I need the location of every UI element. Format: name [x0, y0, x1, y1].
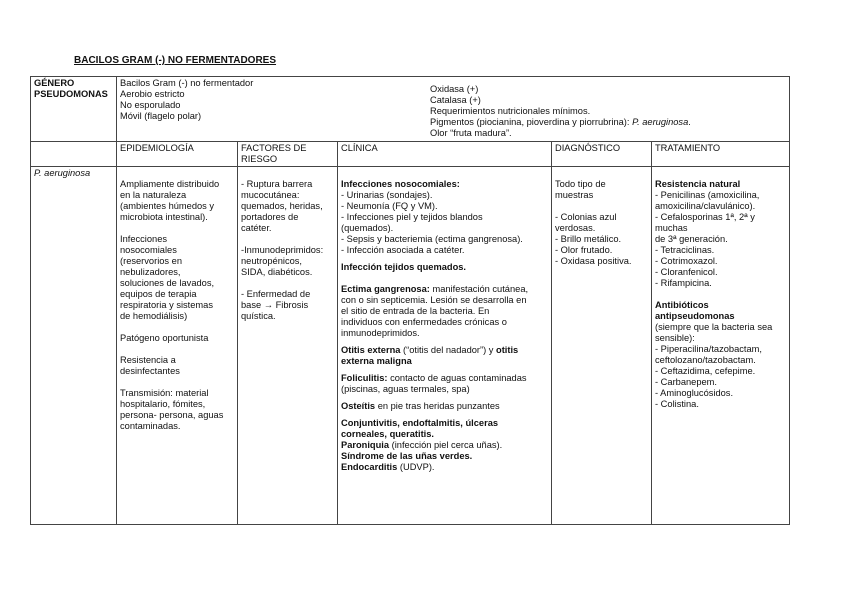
treat-line: - Rifampicina.	[655, 278, 712, 288]
clinic-line: inmunodeprimidos.	[341, 328, 420, 338]
clinic-otitis	[341, 345, 548, 356]
pigments-line	[430, 117, 691, 128]
paroniquia-text: (infección piel cerca uñas).	[389, 440, 503, 450]
genus-prop: No esporulado	[120, 100, 181, 110]
clinic-conjunctivitis-2: corneales, queratitis.	[341, 429, 435, 439]
header-clinic: CLÍNICA	[338, 142, 552, 167]
clinic-burn-title: Infección tejidos quemados.	[341, 262, 467, 272]
epi-line: Resistencia a	[120, 355, 176, 365]
genus-prop: Requerimientos nutricionales mínimos.	[430, 106, 591, 116]
genus-row	[31, 77, 790, 142]
clinic-green-nail: Síndrome de las uñas verdes.	[341, 451, 473, 461]
epi-line: Infecciones	[120, 234, 168, 244]
treat-line: (siempre que la bacteria sea	[655, 322, 773, 332]
pigments-prefix: Pigmentos (piocianina, pioverdina y piorrubrina):	[430, 117, 633, 127]
treat-line: - Ceftazidima, cefepime.	[655, 366, 756, 376]
treat-line: - Cefalosporinas 1ª, 2ª y muchas	[655, 212, 755, 233]
osteitis-text: en pie tras heridas punzantes	[375, 401, 500, 411]
risk-line: neutropénicos,	[241, 256, 302, 266]
treatment-antipseudomonas-title: Antibióticos antipseudomonas	[655, 300, 735, 321]
diag-line: - Brillo metálico.	[555, 234, 622, 244]
risk-line: quística.	[241, 311, 276, 321]
header-risk-factors: FACTORES DE RIESGO	[238, 142, 338, 167]
treat-line: - Colistina.	[655, 399, 699, 409]
risk-line: -Inmunodeprimidos:	[241, 245, 324, 255]
epi-line: hospitalario, fómites,	[120, 399, 206, 409]
treat-line: de 3ª generación.	[655, 234, 728, 244]
genus-odor: Olor “fruta madura”.	[430, 128, 512, 138]
clinic-foliculitis	[341, 373, 548, 384]
epi-line: desinfectantes	[120, 366, 180, 376]
otitis-title-2: otitis	[496, 345, 519, 355]
header-row	[31, 142, 790, 167]
risk-line: - Ruptura barrera	[241, 179, 313, 189]
clinic-endocarditis	[341, 462, 548, 473]
clinic-osteitis	[341, 401, 548, 412]
endocarditis-title: Endocarditis	[341, 462, 398, 472]
clinic-conjunctivitis: Conjuntivitis, endoftalmitis, úlceras	[341, 418, 499, 428]
foliculitis-text: contacto de aguas contaminadas	[387, 373, 527, 383]
treatment-cell	[652, 167, 790, 525]
epi-line: microbiota intestinal).	[120, 212, 208, 222]
header-epidemiology: EPIDEMIOLOGÍA	[117, 142, 238, 167]
epidemiology-cell	[117, 167, 238, 525]
diag-line: Todo tipo de	[555, 179, 606, 189]
treat-line: amoxicilina/clavulánico).	[655, 201, 756, 211]
header-empty-cell	[31, 142, 117, 167]
genus-prop: Bacilos Gram (-) no fermentador	[120, 78, 254, 88]
clinic-ectima	[341, 284, 548, 295]
risk-line: SIDA, diabéticos.	[241, 267, 313, 277]
genus-properties-right	[430, 78, 691, 139]
clinic-line: - Sepsis y bacteriemia (ectima gangrenosa).	[341, 234, 523, 244]
epi-line: respiratoria y sistemas	[120, 300, 213, 310]
diag-line: - Oxidasa positiva.	[555, 256, 632, 266]
pigments-species: P. aeruginosa	[632, 117, 689, 127]
epi-line: Ampliamente distribuido	[120, 179, 220, 189]
diagnosis-cell	[552, 167, 652, 525]
ectima-text: manifestación cutánea,	[429, 284, 529, 294]
epi-line: contaminadas.	[120, 421, 181, 431]
treat-line: - Piperacilina/tazobactam,	[655, 344, 762, 354]
clinic-line: (quemados).	[341, 223, 394, 233]
clinic-line: - Infección asociada a catéter.	[341, 245, 465, 255]
risk-line: quemados, heridas,	[241, 201, 323, 211]
diag-line: muestras	[555, 190, 594, 200]
treat-line: - Cotrimoxazol.	[655, 256, 718, 266]
epi-line: nebulizadores,	[120, 267, 181, 277]
diag-line: - Olor frutado.	[555, 245, 613, 255]
clinic-line: el sitio de entrada de la bacteria. En	[341, 306, 490, 316]
species-name: P. aeruginosa	[31, 167, 117, 525]
ectima-title: Ectima gangrenosa:	[341, 284, 430, 294]
clinic-line: (piscinas, aguas termales, spa)	[341, 384, 470, 394]
treat-line: - Tetraciclinas.	[655, 245, 715, 255]
risk-line: base → Fibrosis	[241, 300, 309, 310]
diag-line: - Colonias azul	[555, 212, 617, 222]
risk-line: catéter.	[241, 223, 272, 233]
epi-line: Transmisión: material	[120, 388, 209, 398]
risk-line: mucocutánea:	[241, 190, 300, 200]
document-title: BACILOS GRAM (-) NO FERMENTADORES	[74, 55, 277, 66]
genus-prop: Oxidasa (+)	[430, 84, 479, 94]
pigments-suffix: .	[688, 117, 691, 127]
endocarditis-text: (UDVP).	[397, 462, 435, 472]
diag-line: verdosas.	[555, 223, 596, 233]
epi-line: nosocomiales	[120, 245, 177, 255]
clinic-line: - Neumonía (FQ y VM).	[341, 201, 438, 211]
epi-line: (ambientes húmedos y	[120, 201, 215, 211]
epi-line: persona- persona, aguas	[120, 410, 224, 420]
genus-properties-left	[120, 78, 430, 139]
treat-line: - Cloranfenicol.	[655, 267, 718, 277]
otitis-malignant: externa maligna	[341, 356, 412, 366]
bacteria-table	[30, 76, 790, 525]
clinic-line: individuos con enfermedades crónicas o	[341, 317, 507, 327]
genus-label: GÉNERO	[34, 78, 75, 88]
epi-line: en la naturaleza	[120, 190, 187, 200]
genus-label-cell	[31, 77, 117, 142]
treat-line: sensible):	[655, 333, 695, 343]
header-diagnosis: DIAGNÓSTICO	[552, 142, 652, 167]
species-row	[31, 167, 790, 525]
clinic-line: - Infecciones piel y tejidos blandos	[341, 212, 483, 222]
genus-prop: Catalasa (+)	[430, 95, 481, 105]
risk-factors-cell	[238, 167, 338, 525]
clinic-line: con o sin septicemia. Lesión se desarrolla en	[341, 295, 527, 305]
epi-line: equipos de terapia	[120, 289, 197, 299]
epi-line: Patógeno oportunista	[120, 333, 209, 343]
header-treatment: TRATAMIENTO	[652, 142, 790, 167]
genus-prop: Móvil (flagelo polar)	[120, 111, 202, 121]
epi-line: de hemodiálisis)	[120, 311, 188, 321]
osteitis-title: Osteítis	[341, 401, 376, 411]
clinic-cell	[338, 167, 552, 525]
paroniquia-title: Paroniquia	[341, 440, 390, 450]
otitis-text: (“otitis del nadador”) y	[400, 345, 497, 355]
clinic-nosocomial-title: Infecciones nosocomiales:	[341, 179, 460, 189]
genus-properties-cell	[117, 77, 790, 142]
foliculitis-title: Foliculitis:	[341, 373, 388, 383]
epi-line: (reservorios en	[120, 256, 183, 266]
genus-name: PSEUDOMONAS	[34, 89, 108, 99]
otitis-title: Otitis externa	[341, 345, 401, 355]
clinic-paroniquia	[341, 440, 548, 451]
treat-line: - Penicilinas (amoxicilina,	[655, 190, 760, 200]
epi-line: soluciones de lavados,	[120, 278, 215, 288]
clinic-line: - Urinarias (sondajes).	[341, 190, 433, 200]
genus-prop: Aerobio estricto	[120, 89, 185, 99]
risk-line: portadores de	[241, 212, 299, 222]
treat-line: - Carbanepem.	[655, 377, 718, 387]
treatment-natural-title: Resistencia natural	[655, 179, 741, 189]
risk-line: - Enfermedad de	[241, 289, 311, 299]
treat-line: - Aminoglucósidos.	[655, 388, 734, 398]
treat-line: ceftolozano/tazobactam.	[655, 355, 756, 365]
